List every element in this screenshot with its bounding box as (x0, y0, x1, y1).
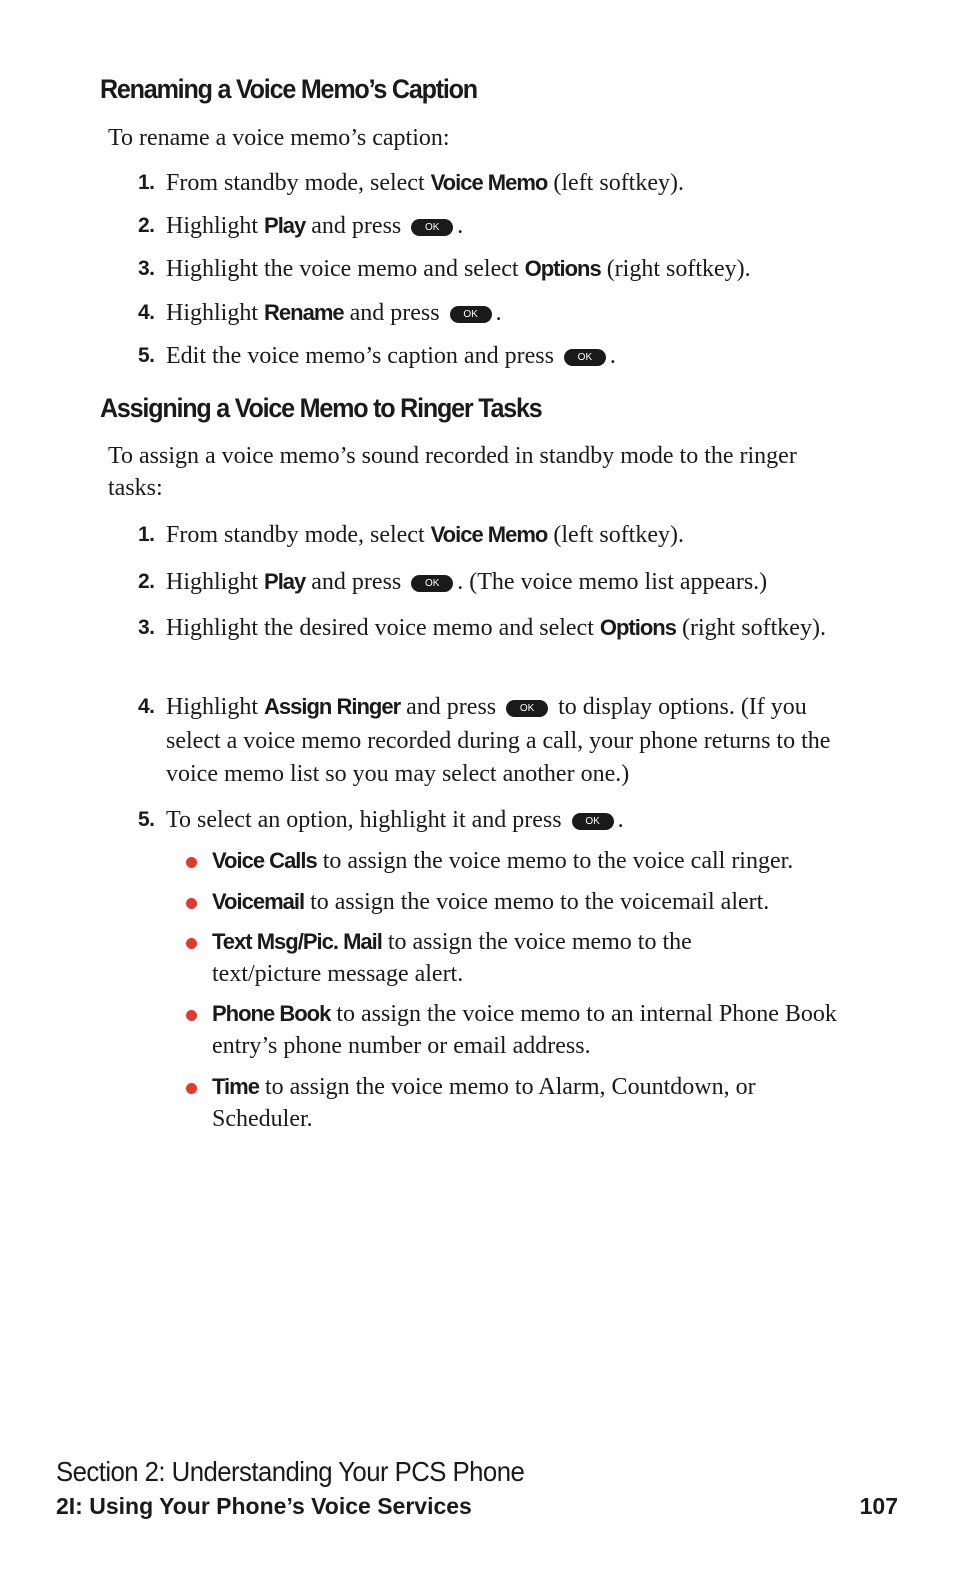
option-text-msg: Text Msg/Pic. Mail to assign the voice memo to the text/picture message alert. (186, 926, 746, 990)
ok-key-icon: OK (411, 219, 453, 236)
menu-term: Voice Memo (430, 522, 548, 547)
option-term: Voicemail (212, 889, 305, 914)
step-number: 4. (138, 301, 155, 324)
assign-step-3: 3. Highlight the desired voice memo and select Options (right softkey). (138, 611, 858, 645)
ok-key-icon: OK (450, 306, 492, 323)
step-number: 5. (138, 344, 155, 367)
assign-step-5: 5. To select an option, highlight it and press OK . (138, 803, 858, 837)
menu-term: Options (599, 615, 676, 640)
step-number: 3. (138, 616, 155, 639)
option-voice-calls: Voice Calls to assign the voice memo to the voice call ringer. (186, 845, 846, 877)
ok-key-icon: OK (572, 813, 614, 830)
menu-term: Voice Memo (430, 170, 548, 195)
option-time: Time to assign the voice memo to Alarm, Countdown, or Scheduler. (186, 1071, 826, 1135)
rename-step-5: 5. Edit the voice memo’s caption and press OK . (138, 339, 858, 373)
option-term: Time (212, 1074, 259, 1099)
section-heading-renaming: Renaming a Voice Memo’s Caption (100, 74, 477, 104)
rename-step-1: 1. From standby mode, select Voice Memo (left softkey). (138, 166, 858, 200)
footer-chapter-title: 2I: Using Your Phone’s Voice Services (56, 1493, 472, 1519)
intro-renaming: To rename a voice memo’s caption: (108, 125, 450, 151)
menu-term: Play (264, 569, 306, 594)
assign-step-1: 1. From standby mode, select Voice Memo (left softkey). (138, 518, 858, 552)
step-number: 3. (138, 257, 155, 280)
bullet-dot-icon (186, 1010, 197, 1021)
step-number: 4. (138, 695, 155, 718)
bullet-dot-icon (186, 898, 197, 909)
assign-step-2: 2. Highlight Play and press OK . (The voice memo list appears.) (138, 565, 858, 599)
bullet-dot-icon (186, 1083, 197, 1094)
menu-term: Assign Ringer (264, 694, 401, 719)
ok-key-icon: OK (411, 575, 453, 592)
rename-step-4: 4. Highlight Rename and press OK . (138, 296, 858, 330)
intro-assigning: To assign a voice memo’s sound recorded in standby mode to the ringer tasks: (108, 443, 797, 501)
menu-term: Rename (264, 300, 344, 325)
menu-term: Play (264, 213, 306, 238)
step-number: 1. (138, 523, 155, 546)
option-voicemail: Voicemail to assign the voice memo to the voicemail alert. (186, 886, 846, 918)
step-number: 1. (138, 171, 155, 194)
rename-step-2: 2. Highlight Play and press OK . (138, 209, 858, 243)
section-heading-assigning: Assigning a Voice Memo to Ringer Tasks (100, 393, 542, 423)
bullet-dot-icon (186, 938, 197, 949)
page-number: 107 (859, 1493, 898, 1519)
ok-key-icon: OK (564, 349, 606, 366)
option-term: Voice Calls (212, 848, 317, 873)
option-term: Phone Book (212, 1001, 331, 1026)
bullet-dot-icon (186, 857, 197, 868)
rename-step-3: 3. Highlight the voice memo and select Options (right softkey). (138, 252, 858, 286)
menu-term: Options (524, 256, 601, 281)
step-number: 2. (138, 214, 155, 237)
step-number: 5. (138, 808, 155, 831)
option-phone-book: Phone Book to assign the voice memo to an internal Phone Book entry’s phone number or email address. (186, 998, 846, 1062)
footer-section-title: Section 2: Understanding Your PCS Phone (56, 1456, 525, 1487)
assign-step-4: 4. Highlight Assign Ringer and press OK to display options. (If you select a voice memo recorded during a call, your phone returns to the voice memo list so you may select another one.) (138, 690, 858, 792)
ok-key-icon: OK (506, 700, 548, 717)
option-term: Text Msg/Pic. Mail (212, 929, 382, 954)
step-number: 2. (138, 570, 155, 593)
